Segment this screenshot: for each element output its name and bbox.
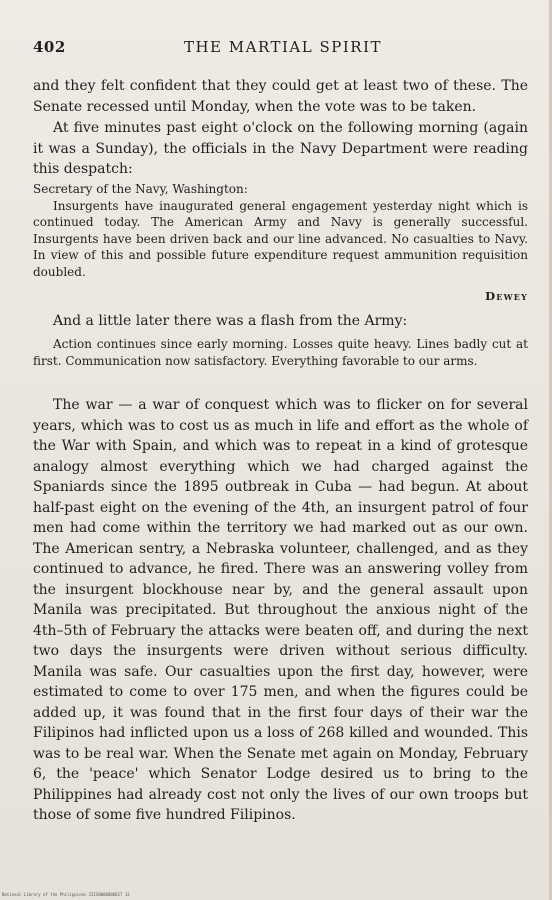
dispatch-address: Secretary of the Navy, Washington: <box>33 182 248 196</box>
page-header <box>33 38 533 58</box>
dispatch-navy <box>33 181 528 280</box>
paragraph-war-begun: The war — a war of conquest which was to flicker on for several years, which was to cost us as much in life and effort as the whole of the War with Spain, and which was to repeat in a kind of grotesque analogy almost everything which we had charged against the Spaniards since the 1895 outbreak in Cuba — had begun. At about half-past eight on the evening of the 4th, an insurgent patrol of four men had come within the territory we had marked out as our own. The American sentry, a Nebraska volunteer, challenged, and as they continued to advance, he fired. There was an answering volley from the insurgent blockhouse near by, and the general assault upon Manila was precipitated. But throughout the anxious night of the 4th–5th of February the attacks were beaten off, and during the next two days the insurgents were driven without serious difficulty. Manila was safe. Our casualties upon the first day, however, were estimated to come to over 175 men, and when the figures could be added up, it was found that in the first four days of their war the Filipinos had inflicted upon us a loss of 268 killed and wounded. This was to be real war. When the Senate met again on Monday, February 6, the 'peace' which Senator Lodge desired us to bring to the Philippines had already cost not only the lives of our own troops but those of some five hundred Filipinos. <box>33 397 528 823</box>
scan-footer: National Library of the Philippines ISIS0000006817 12 <box>2 892 130 897</box>
paragraph-1 <box>33 76 528 117</box>
paragraph-3 <box>33 311 528 332</box>
dispatch-signature: Dewey <box>485 289 528 303</box>
paragraph-4 <box>33 395 528 826</box>
dispatch-army-body: Action continues since early morning. Losses quite heavy. Lines badly cut at first. Communication now satisfactory. Everything favorable to our arms. <box>33 337 528 368</box>
paragraph-despatch-intro: At five minutes past eight o'clock on the following morning (again it was a Sunday), the officials in the Navy Department were reading this despatch: <box>33 120 528 177</box>
dispatch-army <box>33 336 528 369</box>
dispatch-body: Insurgents have inaugurated general engagement yesterday night which is continued today. The American Army and Navy is generally successful. Insurgents have been driven back and our line advanced. No casualties to Navy. In view of this and possible future expenditure request ammunition requisition doubled. <box>33 198 528 279</box>
dispatch-navy-signature <box>33 289 528 303</box>
paragraph-2 <box>33 118 528 180</box>
paragraph-continuation: and they felt confident that they could get at least two of these. The Senate recessed until Monday, when the vote was to be taken. <box>33 78 528 115</box>
running-title: THE MARTIAL SPIRIT <box>183 38 383 56</box>
paragraph-army-intro: And a little later there was a flash from the Army: <box>53 313 408 329</box>
page-number: 402 <box>33 38 66 56</box>
